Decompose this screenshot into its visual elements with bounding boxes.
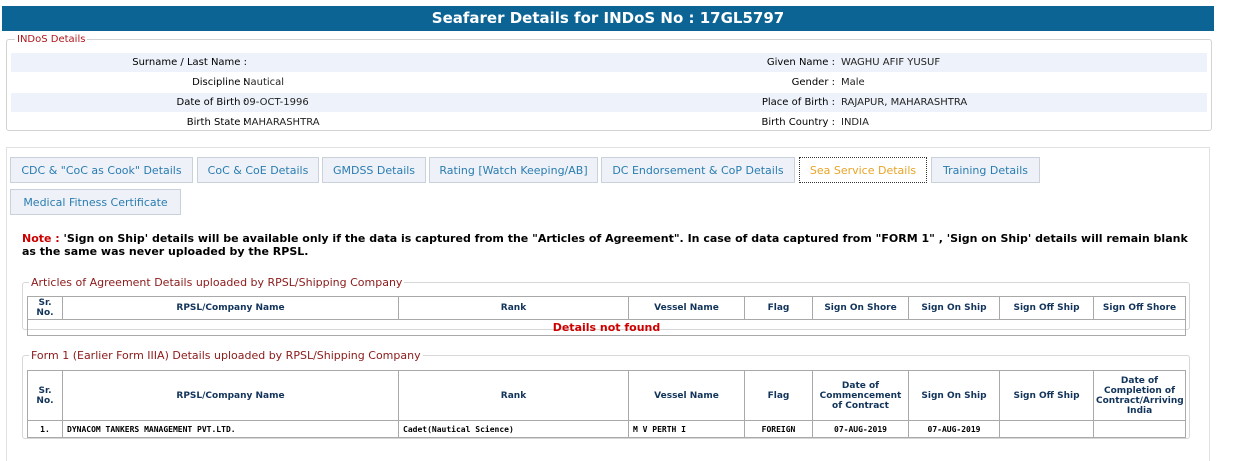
aoa-col-sign-off-shore: Sign Off Shore [1094,297,1186,320]
form1-col-company: RPSL/Company Name [63,371,399,421]
form1-col-vessel: Vessel Name [629,371,745,421]
tab-sea-service-details[interactable]: Sea Service Details [799,157,927,183]
place-of-birth-label: Place of Birth : [761,97,835,108]
cell-company: DYNACOM TANKERS MANAGEMENT PVT.LTD. [63,421,399,438]
tab-gmdss-details[interactable]: GMDSS Details [322,157,426,183]
table-row [28,421,1186,438]
birth-country-label: Birth Country : [761,117,835,128]
form1-col-commencement: Date of Commencement of Contract [813,371,909,421]
aoa-col-company: RPSL/Company Name [63,297,399,320]
articles-of-agreement-panel [22,276,1190,334]
aoa-col-sr-no: Sr. No. [28,297,63,320]
indos-details-panel [6,34,1212,131]
aoa-col-sign-on-ship: Sign On Ship [909,297,1000,320]
cell-flag: FOREIGN [745,421,813,438]
aoa-col-vessel: Vessel Name [629,297,745,320]
cell-commencement: 07-AUG-2019 [813,421,909,438]
gender-label: Gender : [791,77,835,88]
cell-sign-on-ship: 07-AUG-2019 [909,421,1000,438]
page-title: Seafarer Details for INDoS No : 17GL5797 [2,6,1214,31]
gender-value: Male [841,77,865,88]
form1-table [27,370,1186,438]
cell-sign-off-ship [1000,421,1094,438]
form1-header-row [28,371,1186,421]
form1-col-sign-off-ship: Sign Off Ship [1000,371,1094,421]
dob-value: 09-OCT-1996 [243,97,309,108]
birth-state-value: MAHARASHTRA [243,117,320,128]
given-name-value: WAGHU AFIF YUSUF [841,57,941,68]
aoa-col-sign-on-shore: Sign On Shore [813,297,909,320]
form1-panel [22,349,1190,439]
given-name-label: Given Name : [766,57,835,68]
info-row-dob [11,93,1207,112]
tab-dc-endorsement-cop[interactable]: DC Endorsement & CoP Details [601,157,795,183]
surname-label: Surname / Last Name : [132,57,247,68]
form1-col-flag: Flag [745,371,813,421]
info-row-birth-state [11,113,1207,132]
cell-sr-no: 1. [28,421,63,438]
form1-col-completion: Date of Completion of Contract/Arriving India [1094,371,1186,421]
cell-completion [1094,421,1186,438]
form1-col-sr-no: Sr. No. [28,371,63,421]
aoa-col-sign-off-ship: Sign Off Ship [1000,297,1094,320]
form1-col-sign-on-ship: Sign On Ship [909,371,1000,421]
cell-rank: Cadet(Nautical Science) [399,421,629,438]
tab-coc-coe-details[interactable]: CoC & CoE Details [197,157,319,183]
empty-message: Details not found [28,320,1186,336]
info-row-discipline [11,73,1207,92]
aoa-col-rank: Rank [399,297,629,320]
tab-cdc-cook-details[interactable]: CDC & "CoC as Cook" Details [10,157,193,183]
form1-legend: Form 1 (Earlier Form IIIA) Details uploaded by RPSL/Shipping Company [31,349,421,362]
tab-medical-fitness-certificate[interactable]: Medical Fitness Certificate [10,189,181,215]
tab-training-details[interactable]: Training Details [931,157,1040,183]
cell-vessel: M V PERTH I [629,421,745,438]
indos-details-legend: INDoS Details [17,34,86,45]
aoa-table [27,296,1186,336]
sign-on-ship-note [22,232,1192,258]
place-of-birth-value: RAJAPUR, MAHARASHTRA [841,97,968,108]
birth-state-label: Birth State : [186,117,247,128]
table-row [28,320,1186,336]
aoa-col-flag: Flag [745,297,813,320]
tab-rating-watch-keeping[interactable]: Rating [Watch Keeping/AB] [429,157,598,183]
dob-label: Date of Birth : [176,97,247,108]
discipline-value: Nautical [243,77,285,88]
discipline-label: Discipline : [192,77,247,88]
note-text: 'Sign on Ship' details will be available only if the data is captured from the "Articles of Agreement". In case of data captured from "FORM 1" , 'Sign on Ship' details will remain blank as the same was never uploaded by the RPSL. [22,232,1188,258]
aoa-header-row [28,297,1186,320]
form1-col-rank: Rank [399,371,629,421]
info-row-surname [11,53,1207,72]
note-label: Note : [22,232,60,245]
aoa-legend: Articles of Agreement Details uploaded by RPSL/Shipping Company [31,276,403,289]
birth-country-value: INDIA [841,117,869,128]
